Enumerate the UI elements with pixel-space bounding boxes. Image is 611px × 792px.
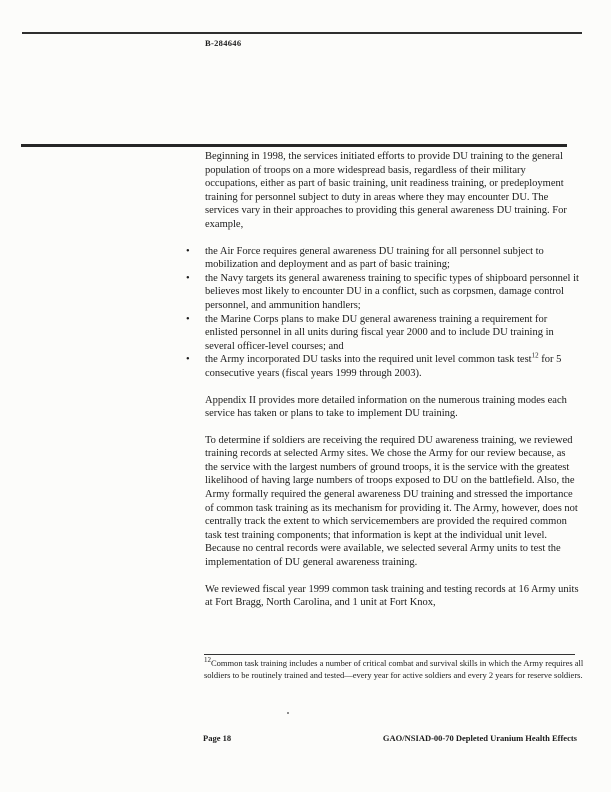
footnote-body: Common task training includes a number of critical combat and survival skills in which the Army requires all soldiers to be routinely trained and tested—every year for active soldiers and every 2 years for reserve soldiers. (204, 658, 584, 680)
section-divider-rule (21, 144, 567, 147)
footnote-marker: 12 (204, 656, 211, 665)
bullet-text: the Navy targets its general awareness training to specific types of shipboard personnel it believes most likely to encounter DU in a conflict, such as corpsmen, damage control personnel, and ammunition handlers; (205, 272, 579, 311)
bullet-text: the Marine Corps plans to make DU general awareness training a requirement for enlisted personnel in all units during fiscal year 2000 and to include DU training in several officer-level courses; and (205, 313, 554, 352)
bullet-text: the Army incorporated DU tasks into the required unit level common task test (205, 354, 532, 366)
body-text-column (205, 150, 580, 623)
page-footer (203, 733, 577, 743)
footnote-text (204, 658, 588, 681)
paragraph-appendix: Appendix II provides more detailed information on the numerous training modes each service has taken or plans to take to implement DU training. (205, 394, 567, 420)
footer-page-number: Page 18 (203, 733, 232, 743)
paragraph-intro: Beginning in 1998, the services initiated efforts to provide DU training to the general population of troops on a more widespread basis, regardless of their military occupations, either as part of basic training, unit readiness training, or predeployment training for personnel subject to duty in areas where they may encounter DU. The services vary in their approaches to providing this general awareness DU training. For example, (205, 151, 567, 230)
scan-artifact-dot (287, 712, 289, 714)
footer-report-number: GAO/NSIAD-00-70 Depleted Uranium Health Effects (382, 733, 577, 743)
bullet-army (205, 353, 580, 380)
bullet-marine-corps (205, 313, 580, 354)
header-rule (22, 32, 582, 34)
bullet-air-force (205, 245, 580, 272)
footnote-reference: 12 (531, 351, 539, 360)
document-number: B-284646 (205, 38, 242, 48)
footnote-block (204, 654, 588, 681)
service-training-bullet-list (205, 245, 580, 381)
paragraph-review: We reviewed fiscal year 1999 common task training and testing records at 16 Army units at Fort Bragg, North Carolina, and 1 unit at Fort Knox, (205, 583, 579, 609)
footnote-separator-rule (204, 654, 575, 655)
bullet-text-cont: for 5 consecutive years (fiscal years 1999 through 2003). (205, 354, 562, 379)
bullet-text: the Air Force requires general awareness DU training for all personnel subject to mobilization and deployment and as part of basic training; (205, 245, 544, 271)
bullet-navy (205, 272, 580, 313)
paragraph-determine: To determine if soldiers are receiving the required DU awareness training, we reviewed training records at selected Army sites. We chose the Army for our review because, as the service with the largest numbers of ground troops, it is the service with the greatest likelihood of having large numbers of troops exposed to DU on the battlefield. Also, the Army formally required the general awareness DU training and stressed the importance of common task training as its mechanism for providing it. The Army, however, does not centrally track the extent to which servicemembers are provided the required common task test training components; that information is kept at the individual unit level. Because no central records were available, we selected several Army units to test the implementation of DU general awareness training. (205, 434, 578, 569)
